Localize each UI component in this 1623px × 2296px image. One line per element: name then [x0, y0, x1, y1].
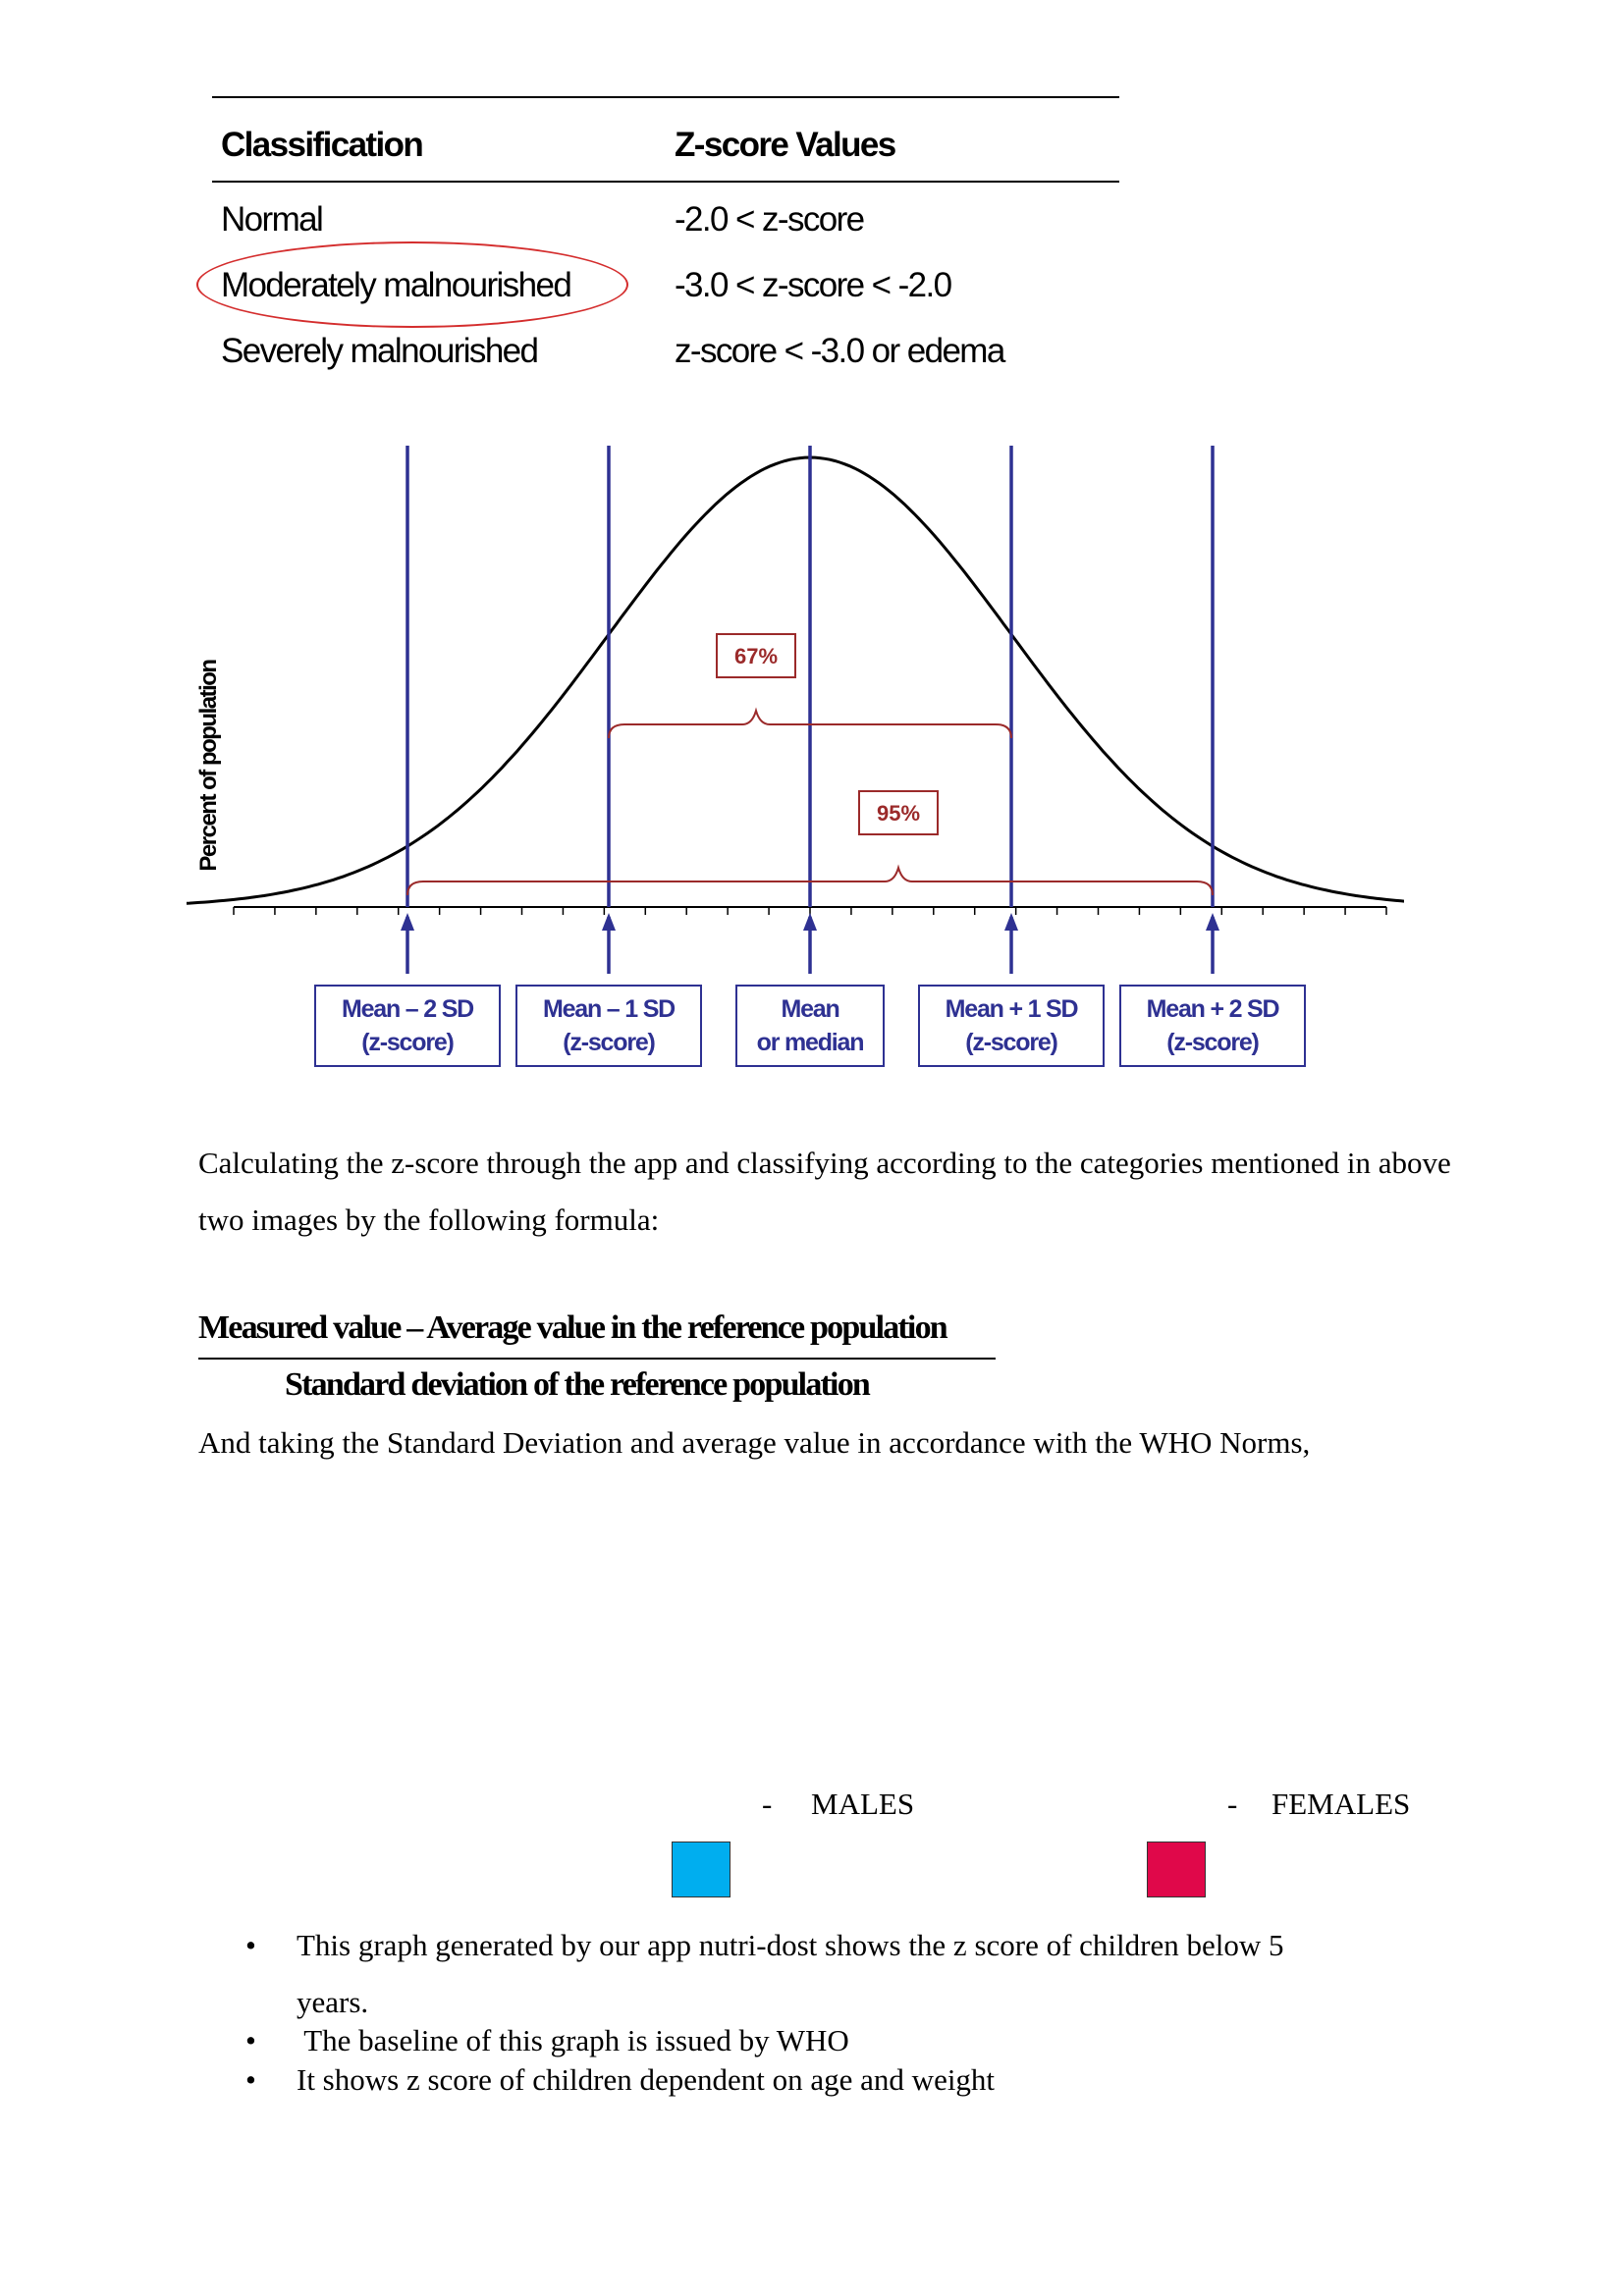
row-normal-classification: Normal: [221, 200, 323, 239]
row-moderate-classification: Moderately malnourished: [221, 266, 571, 304]
paragraph-who-norms: And taking the Standard Deviation and average value in accordance with the WHO Norms,: [198, 1425, 1311, 1460]
bullet-2-symbol: •: [245, 2023, 256, 2057]
sd-label-box: [1119, 985, 1306, 1067]
bullet-3-symbol: •: [245, 2062, 256, 2097]
females-label: FEMALES: [1271, 1787, 1411, 1821]
females-color-swatch: [1147, 1842, 1206, 1897]
females-dash: -: [1227, 1787, 1238, 1821]
bracket-label: 95%: [876, 801, 921, 826]
table-top-rule: [212, 96, 1119, 98]
sd-label-box: [314, 985, 501, 1067]
sd-marker-arrowhead: [1206, 913, 1219, 931]
row-severe-classification: Severely malnourished: [221, 332, 538, 370]
bracket-label: 67%: [733, 644, 779, 668]
bullet-3-text: It shows z score of children dependent on age and weight: [297, 2062, 996, 2097]
bell-curve-chart: [187, 432, 1404, 982]
normal-distribution-curve: [187, 457, 1404, 907]
sd-marker-arrowhead: [401, 913, 414, 931]
sd-marker-arrowhead: [602, 913, 616, 931]
formula-numerator: Measured value – Average value in the reference population: [198, 1309, 947, 1346]
row-normal-zscore: -2.0 < z-score: [675, 200, 864, 239]
sd-label-box: [918, 985, 1105, 1067]
sd-label-line1: Mean + 1 SD: [945, 995, 1078, 1023]
sd-markers: [401, 446, 1219, 974]
males-color-swatch: [672, 1842, 730, 1897]
sd-label-line2: (z-score): [1166, 1029, 1259, 1056]
table-header-zscore: Z-score Values: [675, 126, 895, 164]
formula-denominator: Standard deviation of the reference population: [285, 1366, 870, 1403]
males-label: MALES: [811, 1787, 915, 1821]
bullet-1-text-cont: years.: [297, 1985, 369, 2019]
y-axis-label: Percent of population: [195, 660, 222, 872]
sd-label-line2: (z-score): [965, 1029, 1057, 1056]
sd-marker-arrowhead: [803, 913, 817, 931]
sd-label-box: [735, 985, 885, 1067]
sd-label-line1: Mean: [781, 995, 839, 1023]
sd-label-box: [515, 985, 702, 1067]
sd-label-line1: Mean – 2 SD: [341, 995, 474, 1023]
sd-label-line1: Mean + 2 SD: [1146, 995, 1279, 1023]
sd-label-line2: or median: [756, 1029, 864, 1056]
sd-label-line2: (z-score): [361, 1029, 454, 1056]
sd-marker-arrowhead: [1004, 913, 1018, 931]
bullet-1-text: This graph generated by our app nutri-dost shows the z score of children below 5: [297, 1928, 1284, 1962]
bullet-1-symbol: •: [245, 1928, 256, 1962]
sd-label-line2: (z-score): [563, 1029, 655, 1056]
row-severe-zscore: z-score < -3.0 or edema: [675, 332, 1004, 370]
paragraph-calculation: Calculating the z-score through the app and classifying according to the categories mentioned in above two images by the following formula:: [198, 1146, 1451, 1237]
row-moderate-zscore: -3.0 < z-score < -2.0: [675, 266, 951, 304]
table-header-rule: [212, 181, 1119, 183]
sd-label-line1: Mean – 1 SD: [542, 995, 676, 1023]
males-dash: -: [762, 1787, 773, 1821]
table-header-classification: Classification: [221, 126, 423, 164]
bullet-2-text: The baseline of this graph is issued by WHO: [297, 2023, 849, 2057]
formula-fraction-bar: [198, 1358, 996, 1360]
